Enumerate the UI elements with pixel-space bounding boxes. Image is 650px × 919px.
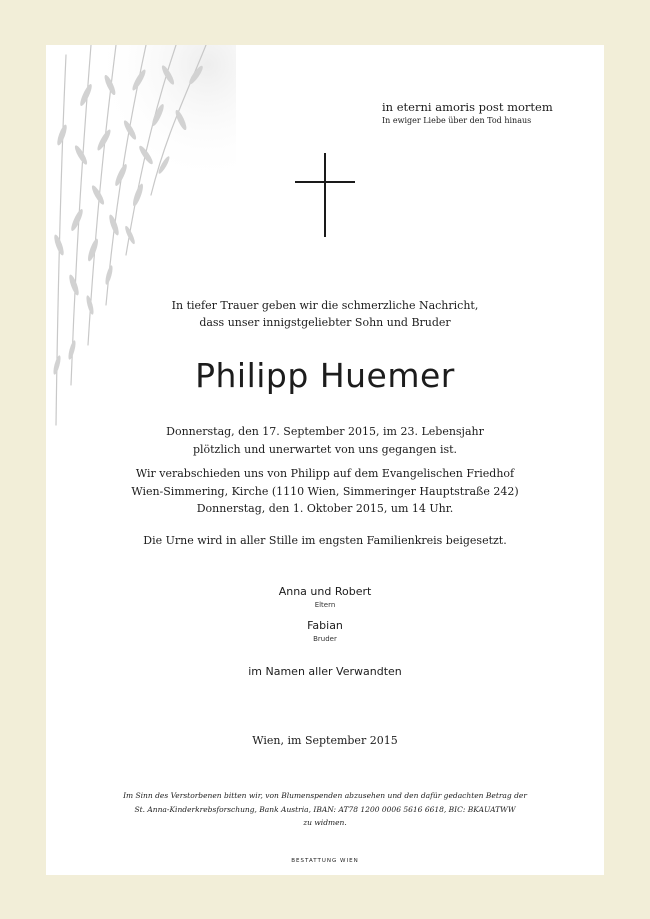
farewell-line: Wien-Simmering, Kirche (1110 Wien, Simmeringer Hauptstraße 242): [131, 484, 519, 498]
family-name: Fabian: [307, 619, 343, 632]
donation-line: St. Anna-Kinderkrebsforschung, Bank Austria, IBAN: AT78 1200 0006 5616 6618, BIC: BKAUATWW: [134, 804, 516, 814]
death-info: [46, 423, 604, 458]
cross-icon: [295, 153, 355, 237]
donation-line: zu widmen.: [303, 818, 347, 827]
death-info-line: plötzlich und unerwartet von uns gegangen ist.: [192, 442, 458, 456]
relatives-note: im Namen aller Verwandten: [248, 665, 402, 678]
farewell-line: Donnerstag, den 1. Oktober 2015, um 14 Uhr.: [196, 502, 454, 515]
intro-line: dass unser innigstgeliebter Sohn und Bruder: [199, 316, 451, 329]
motto-latin: in eterni amoris post mortem: [382, 100, 553, 114]
obituary-sheet: [46, 45, 604, 875]
family-parents: [46, 584, 604, 610]
death-info-line: Donnerstag, den 17. September 2015, im 23. Lebensjahr: [166, 425, 484, 438]
farewell-info: [46, 465, 604, 518]
deceased-name: Philipp Huemer: [195, 356, 455, 395]
urn-line: Die Urne wird in aller Stille im engsten Familienkreis beigesetzt.: [143, 534, 507, 547]
family-name: Anna und Robert: [278, 585, 372, 598]
intro-line: In tiefer Trauer geben wir die schmerzliche Nachricht,: [171, 299, 479, 312]
motto: [382, 99, 602, 127]
intro-text: [46, 297, 604, 331]
place-date: Wien, im September 2015: [252, 734, 398, 747]
donation-note: [46, 789, 604, 830]
family-brother: [46, 618, 604, 644]
farewell-line: Wir verabschieden uns von Philipp auf dem Evangelischen Friedhof: [135, 467, 515, 480]
willow-branches-decoration: [46, 45, 236, 465]
donation-line: Im Sinn des Verstorbenen bitten wir, von Blumenspenden abzusehen und den dafür gedachten Betrag der: [123, 791, 527, 800]
funeral-home-footer: BESTATTUNG WIEN: [291, 858, 359, 864]
motto-translation: In ewiger Liebe über den Tod hinaus: [382, 116, 532, 125]
family-role: Bruder: [313, 635, 337, 643]
urn-note: [46, 532, 604, 550]
family-role: Eltern: [314, 601, 336, 609]
